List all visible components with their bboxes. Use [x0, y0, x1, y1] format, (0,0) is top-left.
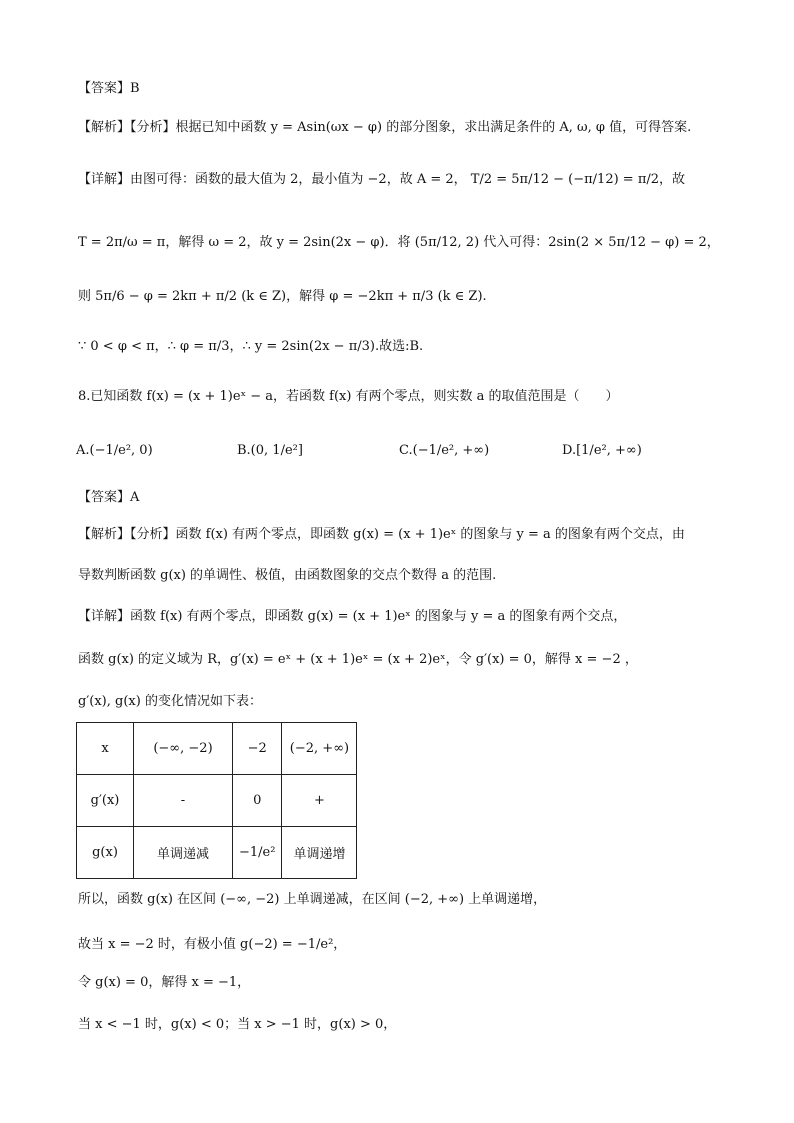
detail-8-b: 函数 g(x) 的定义域为 R，g′(x) = eˣ + (x + 1)eˣ = (x + 2)eˣ，令 g′(x) = 0，解得 x = −2 ， [78, 652, 638, 667]
after-3: 令 g(x) = 0，解得 x = −1， [78, 975, 251, 990]
table-cell: + [282, 775, 357, 827]
question-8: 8.已知函数 f(x) = (x + 1)eˣ − a，若函数 f(x) 有两个零点，则实数 a 的取值范围是（ ） [78, 389, 619, 404]
detail-8-a: 【详解】函数 f(x) 有两个零点，即函数 g(x) = (x + 1)eˣ 的图象与 y = a 的图象有两个交点， [78, 609, 627, 624]
table-cell: 单调递减 [134, 827, 233, 879]
answer-8: 【答案】A [78, 490, 140, 505]
detail-7-d: ∵ 0 < φ < π，∴ φ = π/3，∴ y = 2sin(2x − π/3).故选:B. [78, 339, 424, 354]
variation-table [76, 722, 357, 879]
table-cell: −2 [233, 723, 282, 775]
detail-7-b: T = 2π/ω = π，解得 ω = 2，故 y = 2sin(2x − φ)．将 (5π/12, 2) 代入可得：2sin(2 × 5π/12 − φ) = 2， [78, 235, 720, 250]
detail-8-c: g′(x), g(x) 的变化情况如下表： [78, 694, 262, 709]
analysis-8-b: 导数判断函数 g(x) 的单调性、极值，由函数图象的交点个数得 a 的范围. [78, 568, 497, 583]
after-4: 当 x < −1 时，g(x) < 0；当 x > −1 时，g(x) > 0， [78, 1017, 397, 1032]
analysis-8-a: 【解析】【分析】函数 f(x) 有两个零点，即函数 g(x) = (x + 1)eˣ 的图象与 y = a 的图象有两个交点，由 [78, 527, 685, 542]
detail-7-a: 【详解】由图可得：函数的最大值为 2，最小值为 −2，故 A = 2， T/2 = 5π/12 − (−π/12) = π/2，故 [78, 172, 686, 187]
table-cell: 单调递增 [282, 827, 357, 879]
option-b: B.(0, 1/e²] [237, 443, 303, 458]
table-cell: (−∞, −2) [134, 723, 233, 775]
analysis-7: 【解析】【分析】根据已知中函数 y = Asin(ωx − φ) 的部分图象，求出满足条件的 A, ω, φ 值，可得答案. [78, 120, 692, 135]
table-cell: g(x) [77, 827, 134, 879]
option-d: D.[1/e², +∞) [562, 443, 642, 458]
table-row [77, 775, 357, 827]
table-cell: - [134, 775, 233, 827]
table-cell: −1/e² [233, 827, 282, 879]
table-cell: x [77, 723, 134, 775]
answer-7: 【答案】B [78, 81, 140, 96]
table-row [77, 723, 357, 775]
option-a: A.(−1/e², 0) [76, 443, 153, 458]
table-cell: 0 [233, 775, 282, 827]
after-1: 所以，函数 g(x) 在区间 (−∞, −2) 上单调递减，在区间 (−2, +∞) 上单调递增， [78, 892, 547, 907]
detail-7-c: 则 5π/6 − φ = 2kπ + π/2 (k ∈ Z)，解得 φ = −2kπ + π/3 (k ∈ Z). [78, 289, 487, 304]
option-c: C.(−1/e², +∞) [399, 443, 490, 458]
table-cell: g′(x) [77, 775, 134, 827]
table-row [77, 827, 357, 879]
after-2: 故当 x = −2 时，有极小值 g(−2) = −1/e²， [78, 937, 347, 952]
table-cell: (−2, +∞) [282, 723, 357, 775]
